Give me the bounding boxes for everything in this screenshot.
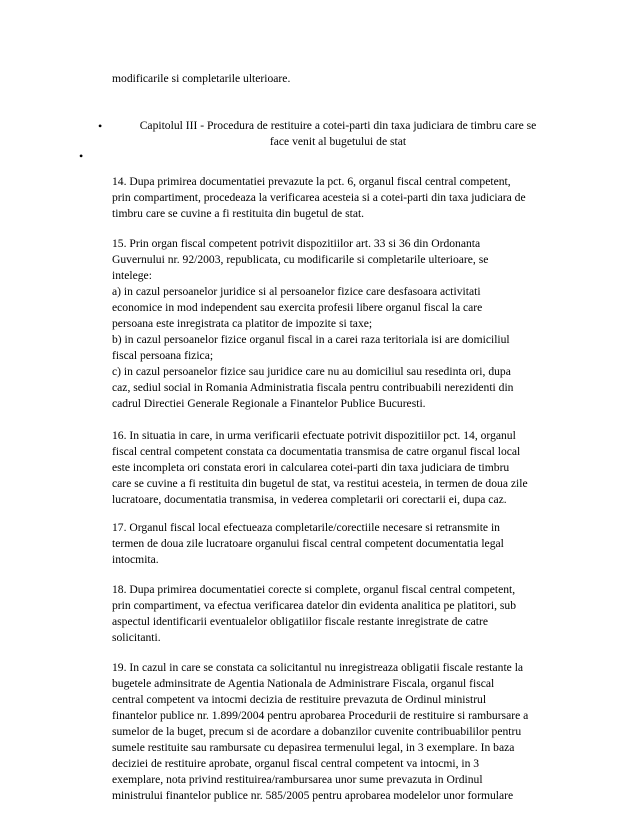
paragraph-line: finantelor publice nr. 1.899/2004 pentru aprobarea Procedurii de restituire si rambursare a bbox=[112, 709, 529, 722]
paragraph-line: persoana este inregistrata ca platitor de impozite si taxe; bbox=[112, 317, 373, 330]
paragraph-line: exemplare, nota privind restituirea/rambursarea unor sume prevazuta in Ordinul bbox=[112, 773, 483, 786]
paragraph-line: intelege: bbox=[112, 269, 152, 282]
paragraph-line: c) in cazul persoanelor fizice sau juridice care nu au domiciliul sau resedinta ori, dupa bbox=[112, 365, 511, 378]
paragraph-line: 19. In cazul in care se constata ca solicitantul nu inregistreaza obligatii fiscale restante la bbox=[112, 661, 524, 674]
paragraph-line: caz, sediul social in Romania Administratia fiscala pentru contribuabili nerezidenti din bbox=[112, 381, 514, 394]
paragraph-line: deciziei de restituire aprobate, organul fiscal central competent va intocmi, in 3 bbox=[112, 757, 480, 770]
bullet-icon: • bbox=[98, 119, 103, 133]
paragraph-line: ministrului finantelor publice nr. 585/2005 pentru aprobarea modelelor unor formulare bbox=[112, 789, 514, 802]
paragraph-line: termen de doua zile lucratoare organului fiscal central competent documentatia legal bbox=[112, 537, 504, 550]
paragraph-line: aspectul identificarii eventualelor obligatiilor fiscale restante inregistrate de catre bbox=[112, 615, 488, 628]
paragraph-line: 18. Dupa primirea documentatiei corecte si complete, organul fiscal central competent, bbox=[112, 583, 516, 596]
paragraph-line: 17. Organul fiscal local efectueaza completarile/corectiile necesare si retransmite in bbox=[112, 521, 500, 534]
paragraph-line: Guvernului nr. 92/2003, republicata, cu modificarile si completarile ulterioare, se bbox=[112, 253, 489, 266]
paragraph-line: b) in cazul persoanelor fizice organul fiscal in a carei raza teritoriala isi are domiciliul bbox=[112, 333, 510, 346]
paragraph-line: sumele restituite sau rambursate cu depasirea termenului legal, in 3 exemplare. In baza bbox=[112, 741, 515, 754]
paragraph-line: prin compartiment, procedeaza la verificarea acesteia si a cotei-parti din taxa judiciara de bbox=[112, 191, 526, 204]
paragraph-line: este incompleta ori constata erori in calcularea cotei-parti din taxa judiciara de timbru bbox=[112, 461, 510, 474]
paragraph-line: fiscal central competent constata ca documentatia transmisa de catre organul fiscal local bbox=[112, 445, 521, 458]
paragraph-line: bugetele adminsitrate de Agentia Nationala de Administrare Fiscala, organul fiscal bbox=[112, 677, 495, 690]
chapter-heading-line-2: face venit al bugetului de stat bbox=[269, 135, 407, 148]
paragraph-line: care se cuvine a fi restituita din bugetul de stat, va restitui acesteia, in termen de doua zile bbox=[112, 477, 528, 490]
bullet-icon: • bbox=[79, 149, 84, 163]
paragraph-line: cadrul Directiei Generale Regionale a Finantelor Publice Bucuresti. bbox=[112, 397, 426, 410]
paragraph-line: timbru care se cuvine a fi restituita din bugetul de stat. bbox=[112, 207, 365, 220]
paragraph-line: sumelor de la buget, precum si de acordare a dobanzilor cuvenite contribuabililor pentru bbox=[112, 725, 522, 738]
paragraph-line: 15. Prin organ fiscal competent potrivit dispozitiilor art. 33 si 36 din Ordonanta bbox=[112, 237, 481, 250]
chapter-heading bbox=[122, 118, 554, 150]
chapter-heading-line-1: Capitolul III - Procedura de restituire a cotei-parti din taxa judiciara de timbru care se bbox=[139, 119, 537, 132]
paragraph-line: intocmita. bbox=[112, 553, 159, 566]
paragraph-line: 14. Dupa primirea documentatiei prevazute la pct. 6, organul fiscal central competent, bbox=[112, 175, 511, 188]
intro-line: modificarile si completarile ulterioare. bbox=[112, 72, 291, 85]
paragraph-line: economice in mod independent sau exercita profesii libere organul fiscal la care bbox=[112, 301, 483, 314]
paragraph-line: central competent va intocmi decizia de restituire prevazuta de Ordinul ministrul bbox=[112, 693, 487, 706]
paragraph-line: lucratoare, documentatia transmisa, in vederea completarii ori corectarii ei, dupa caz. bbox=[112, 493, 507, 506]
paragraph-line: fiscal persoana fizica; bbox=[112, 349, 214, 362]
paragraph-line: solicitanti. bbox=[112, 631, 161, 644]
paragraph-line: a) in cazul persoanelor juridice si al persoanelor fizice care desfasoara activitati bbox=[112, 285, 481, 298]
paragraph-line: 16. In situatia in care, in urma verificarii efectuate potrivit dispozitiilor pct. 14, organul bbox=[112, 429, 516, 442]
paragraph-line: prin compartiment, va efectua verificarea datelor din evidenta analitica pe platitori, sub bbox=[112, 599, 516, 612]
